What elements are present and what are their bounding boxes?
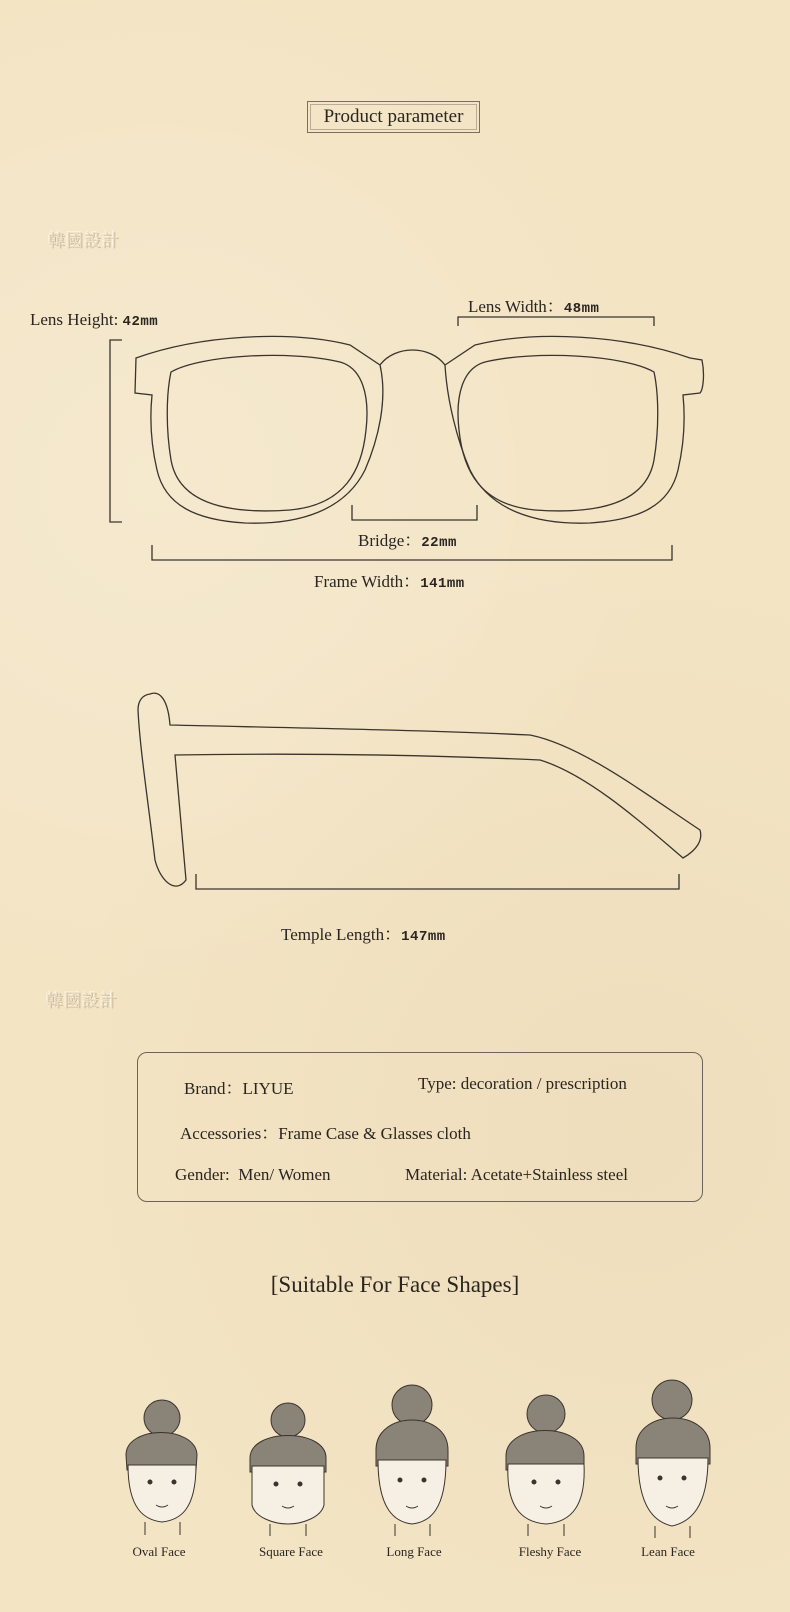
temple-length-label: Temple Length：: [281, 925, 402, 944]
gender-label: Gender:: [175, 1165, 230, 1184]
face-label-lean: Lean Face: [641, 1544, 695, 1559]
oval-face-illustration: [126, 1400, 197, 1535]
accessories-value: Frame Case & Glasses cloth: [278, 1124, 471, 1143]
lens-width-label: Lens Width：: [468, 297, 564, 316]
face-label-square: Square Face: [259, 1544, 323, 1559]
material-label: Material:: [405, 1165, 468, 1184]
brand-label: Brand：: [184, 1079, 243, 1098]
type-label: Type:: [418, 1074, 457, 1093]
lean-face-illustration: [636, 1380, 710, 1538]
lens-width-value: 48mm: [563, 301, 600, 317]
lens-height-value: 42mm: [122, 314, 159, 330]
type-value: decoration / prescription: [460, 1074, 627, 1093]
brand-value: LIYUE: [242, 1079, 294, 1098]
temple-length-value: 147mm: [401, 929, 446, 945]
square-face-illustration: [250, 1403, 326, 1536]
frame-width-label: Frame Width：: [314, 572, 421, 591]
watermark-bottom: 韓國設計: [46, 991, 118, 1011]
fleshy-face-illustration: [506, 1395, 584, 1536]
gender-value: Men/ Women: [238, 1165, 331, 1184]
material-value: Acetate+Stainless steel: [470, 1165, 628, 1184]
page-title: Product parameter: [307, 101, 480, 133]
bridge-label: Bridge：: [358, 531, 422, 550]
lens-height-label: Lens Height:: [30, 310, 119, 329]
face-label-long: Long Face: [386, 1544, 442, 1559]
bridge-value: 22mm: [421, 535, 457, 551]
frame-width-value: 141mm: [420, 576, 465, 592]
watermark-top: 韓國設計: [48, 231, 120, 251]
long-face-illustration: [376, 1385, 448, 1536]
face-shapes-title: [Suitable For Face Shapes]: [270, 1272, 520, 1297]
face-label-oval: Oval Face: [132, 1544, 186, 1559]
accessories-label: Accessories：: [180, 1124, 279, 1143]
face-label-fleshy: Fleshy Face: [518, 1544, 582, 1559]
